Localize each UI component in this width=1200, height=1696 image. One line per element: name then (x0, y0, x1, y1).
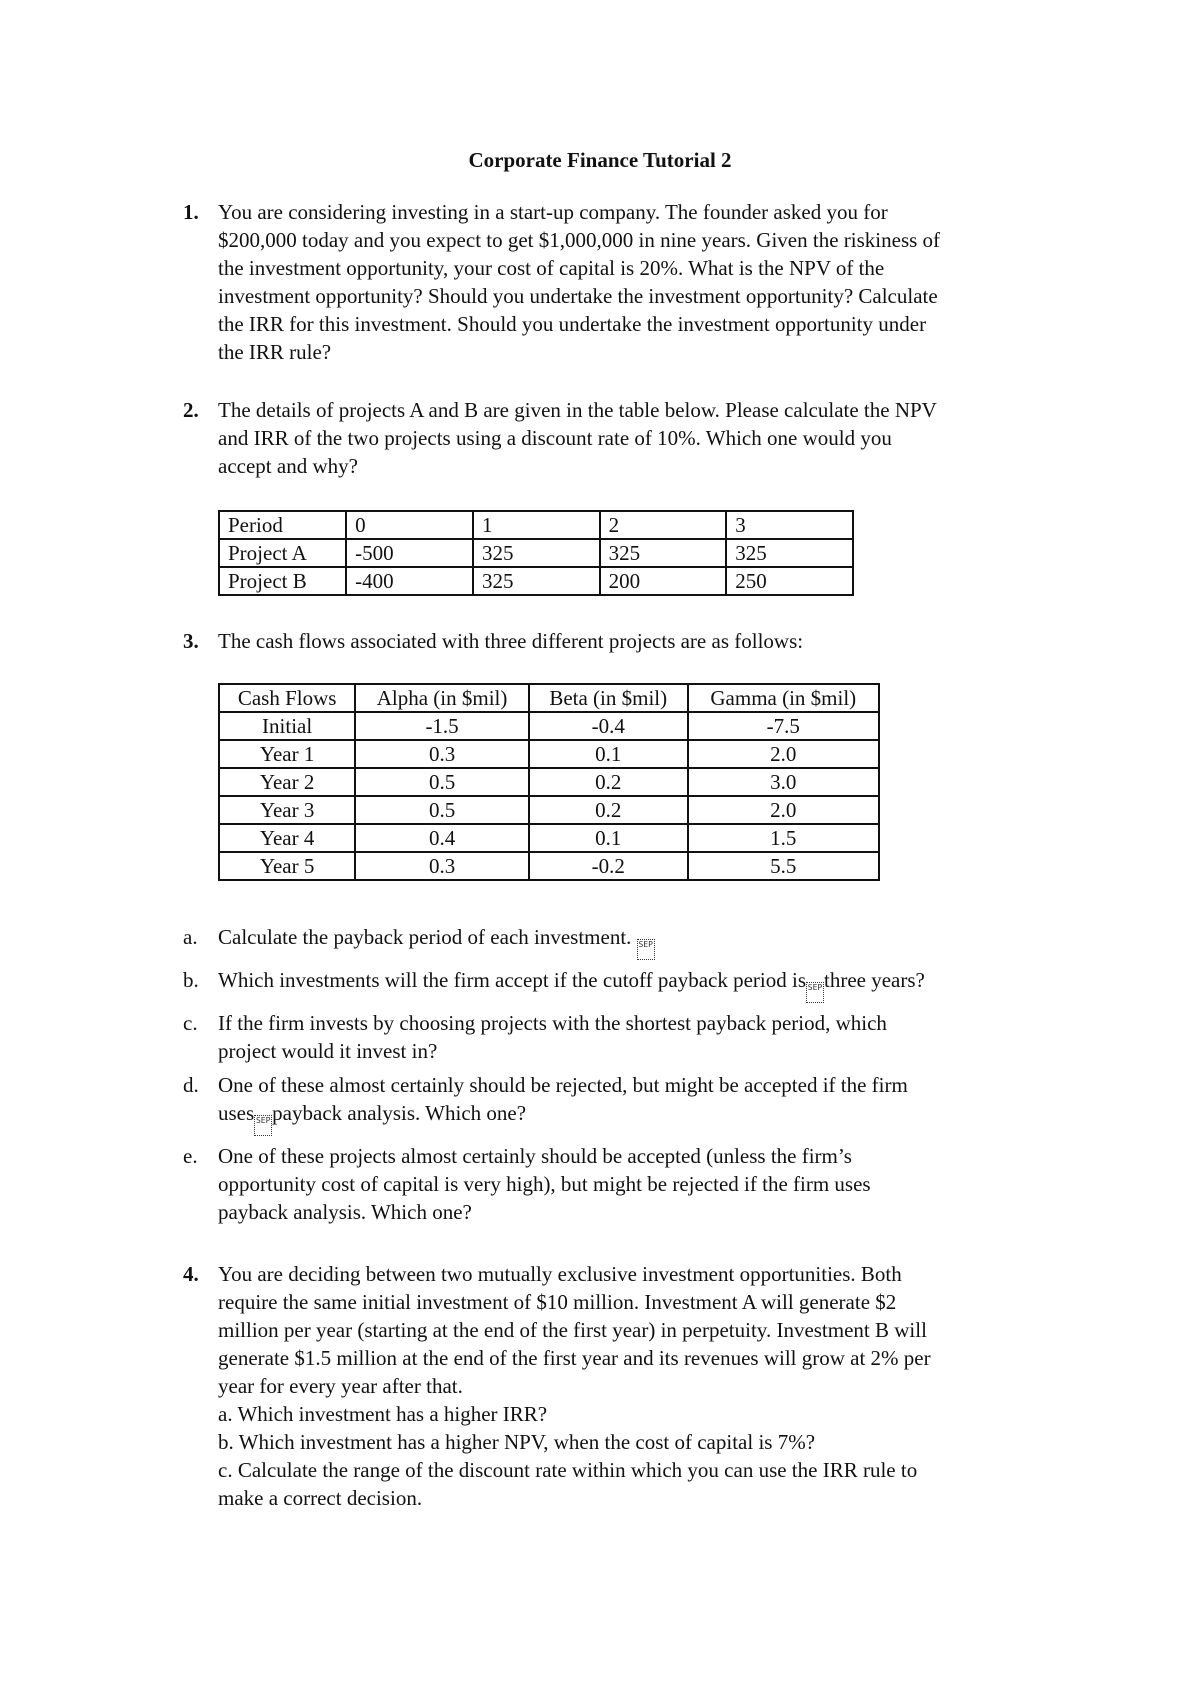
table-row (219, 740, 879, 768)
text-line: If the firm invests by choosing projects with the shortest payback period, which (218, 1011, 887, 1035)
table-cell: 0.2 (529, 796, 688, 824)
question-text (218, 627, 1063, 655)
subquestion-b (183, 966, 1063, 1003)
subquestion-text (218, 1142, 1063, 1226)
subquestion-list (183, 923, 1063, 1232)
table-cell: -400 (346, 567, 473, 595)
table-cell: Period (219, 511, 346, 539)
table-cell: 0.2 (529, 768, 688, 796)
table-cell: Project A (219, 539, 346, 567)
text-line: accept and why? (218, 454, 358, 478)
subquestion-letter: e. (183, 1144, 198, 1168)
text-line: the IRR for this investment. Should you undertake the investment opportunity under (218, 312, 927, 336)
table-cell: 2.0 (688, 740, 879, 768)
text-line: The cash flows associated with three different projects are as follows: (218, 629, 804, 653)
question-2 (183, 396, 1063, 480)
table-cell: 0.5 (355, 768, 529, 796)
table-cell: 325 (473, 539, 600, 567)
subquestion-letter: c. (183, 1011, 198, 1035)
table-cell: 3.0 (688, 768, 879, 796)
table-cell: 250 (726, 567, 853, 595)
table-cell: -7.5 (688, 712, 879, 740)
subquestion-text (218, 923, 1063, 960)
separator-glyph-icon: SEP (254, 1115, 272, 1136)
table-cell: Year 2 (219, 768, 355, 796)
subquestion-d (183, 1071, 1063, 1136)
table-cell: 5.5 (688, 852, 879, 880)
table-cell: 0.1 (529, 740, 688, 768)
table-cell: Project B (219, 567, 346, 595)
question-number: 4. (183, 1262, 199, 1286)
table-row (219, 539, 853, 567)
subquestion-a (183, 923, 1063, 960)
subquestion-letter: b. (183, 968, 199, 992)
text-line: project would it invest in? (218, 1039, 438, 1063)
table-cell: 325 (726, 539, 853, 567)
table-cell: Year 4 (219, 824, 355, 852)
subquestion-text (218, 966, 1063, 1003)
text-line: You are deciding between two mutually exclusive investment opportunities. Both (218, 1262, 902, 1286)
table-header-cell: Gamma (in $mil) (688, 684, 879, 712)
text-line: require the same initial investment of $10 million. Investment A will generate $2 (218, 1290, 897, 1314)
text-line: the IRR rule? (218, 340, 332, 364)
cash-flows-table (218, 683, 880, 881)
text-line: One of these almost certainly should be rejected, but might be accepted if the firm (218, 1073, 908, 1097)
text-line: investment opportunity? Should you undertake the investment opportunity? Calculate (218, 284, 938, 308)
table-cell: 1 (473, 511, 600, 539)
question-number: 1. (183, 200, 199, 224)
table-cell: Year 1 (219, 740, 355, 768)
text-line: opportunity cost of capital is very high), but might be rejected if the firm uses (218, 1172, 871, 1196)
page-title: Corporate Finance Tutorial 2 (468, 148, 732, 172)
question-4 (183, 1260, 1063, 1512)
table-header-cell: Cash Flows (219, 684, 355, 712)
separator-glyph-icon: SEP (637, 939, 655, 960)
question-1 (183, 198, 1063, 366)
separator-glyph-icon: SEP (806, 982, 824, 1003)
table-cell: 1.5 (688, 824, 879, 852)
text-line: b. Which investment has a higher NPV, when the cost of capital is 7%? (218, 1430, 816, 1454)
table-row (219, 567, 853, 595)
subquestion-text (218, 1009, 1063, 1065)
table-row (219, 796, 879, 824)
text-segment: uses (218, 1101, 255, 1125)
table-cell: 0.4 (355, 824, 529, 852)
table-cell: 0.5 (355, 796, 529, 824)
subquestion-letter: d. (183, 1073, 199, 1097)
table-header-row (219, 511, 853, 539)
table-cell: 0.3 (355, 740, 529, 768)
table-cell: -1.5 (355, 712, 529, 740)
subquestion-e (183, 1142, 1063, 1226)
text-line: the investment opportunity, your cost of capital is 20%. What is the NPV of the (218, 256, 885, 280)
table-row (219, 824, 879, 852)
table-header-row (219, 684, 879, 712)
table-cell: 0.1 (529, 824, 688, 852)
question-text (218, 396, 1063, 480)
table-cell: Year 5 (219, 852, 355, 880)
question-number: 2. (183, 398, 199, 422)
table-cell: 0.3 (355, 852, 529, 880)
text-line (218, 1099, 1063, 1136)
table-cell: 325 (473, 567, 600, 595)
text-line: $200,000 today and you expect to get $1,000,000 in nine years. Given the riskiness of (218, 228, 941, 252)
table-cell: 325 (600, 539, 727, 567)
subquestion-c (183, 1009, 1063, 1065)
text-line: and IRR of the two projects using a discount rate of 10%. Which one would you (218, 426, 892, 450)
text-segment: three years? (824, 968, 925, 992)
text-segment: payback analysis. Which one? (272, 1101, 527, 1125)
table-header-cell: Alpha (in $mil) (355, 684, 529, 712)
text-line: generate $1.5 million at the end of the first year and its revenues will grow at 2% per (218, 1346, 931, 1370)
table-cell: Year 3 (219, 796, 355, 824)
table-cell: 0 (346, 511, 473, 539)
table-cell: 2.0 (688, 796, 879, 824)
text-segment: Calculate the payback period of each investment. (218, 925, 632, 949)
table-cell: 3 (726, 511, 853, 539)
table-cell: -0.4 (529, 712, 688, 740)
question-text (218, 198, 1063, 366)
subquestion-text (218, 1071, 1063, 1136)
subquestion-letter: a. (183, 925, 198, 949)
table-row (219, 712, 879, 740)
question-number: 3. (183, 629, 199, 653)
text-line: million per year (starting at the end of the first year) in perpetuity. Investment B will (218, 1318, 927, 1342)
text-line: year for every year after that. (218, 1374, 463, 1398)
table-cell: 200 (600, 567, 727, 595)
text-line: You are considering investing in a start-up company. The founder asked you for (218, 200, 888, 224)
text-line: c. Calculate the range of the discount rate within which you can use the IRR rule to (218, 1458, 918, 1482)
table-cell: 2 (600, 511, 727, 539)
table-header-cell: Beta (in $mil) (529, 684, 688, 712)
table-row (219, 852, 879, 880)
text-segment: Which investments will the firm accept if the cutoff payback period is (218, 968, 807, 992)
text-line: The details of projects A and B are given in the table below. Please calculate the NPV (218, 398, 937, 422)
question-3 (183, 627, 1063, 655)
text-line: a. Which investment has a higher IRR? (218, 1402, 548, 1426)
table-cell: -0.2 (529, 852, 688, 880)
table-cell: Initial (219, 712, 355, 740)
question-text (218, 1260, 1063, 1512)
table-row (219, 768, 879, 796)
text-line: payback analysis. Which one? (218, 1200, 472, 1224)
text-line: make a correct decision. (218, 1486, 423, 1510)
text-line: One of these projects almost certainly should be accepted (unless the firm’s (218, 1144, 852, 1168)
table-cell: -500 (346, 539, 473, 567)
projects-table (218, 510, 854, 596)
